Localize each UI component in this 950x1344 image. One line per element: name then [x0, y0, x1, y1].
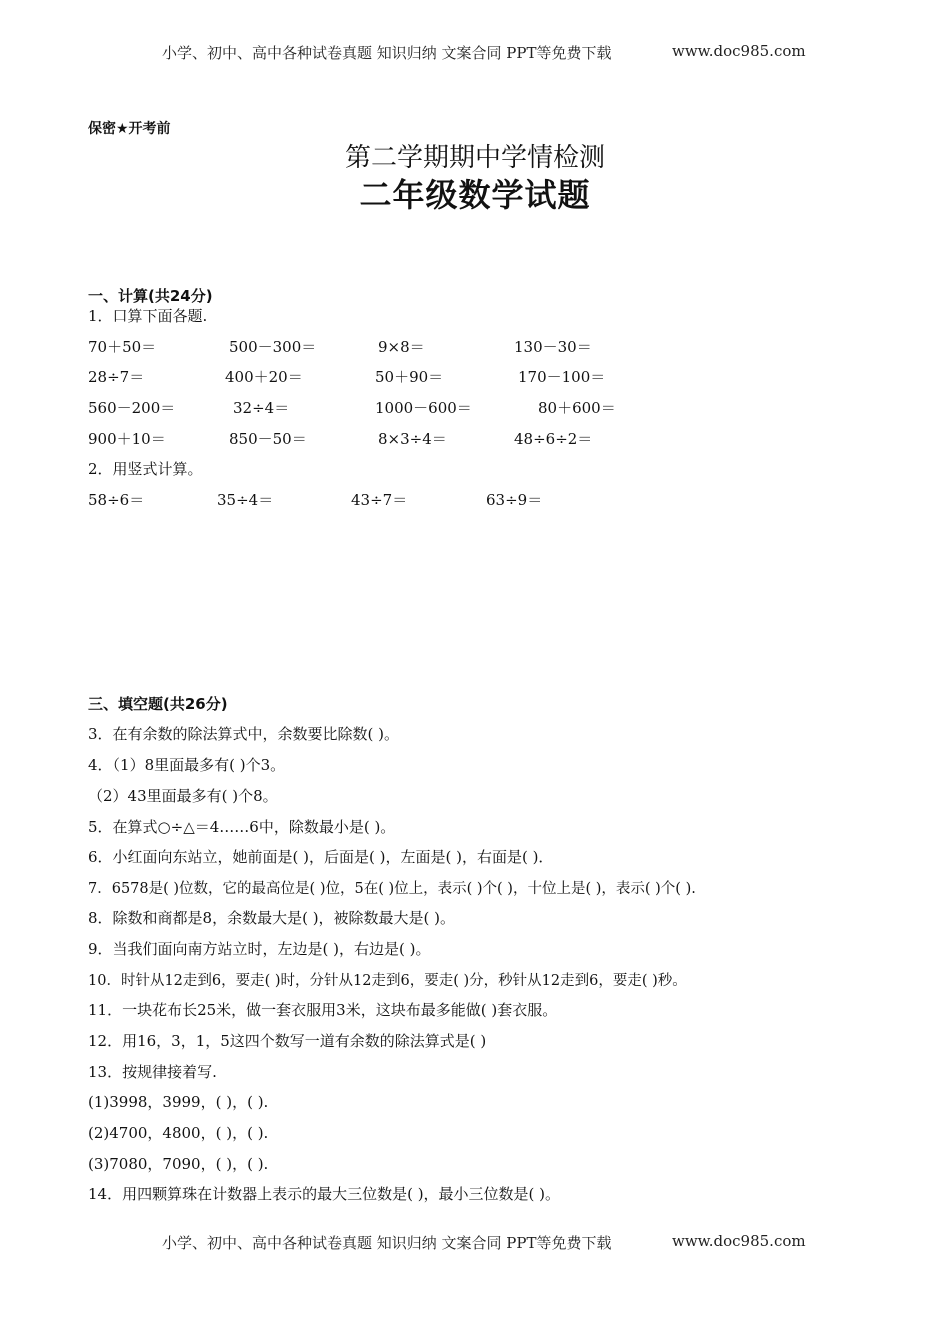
calc-cell: 8×3÷4＝	[378, 430, 447, 448]
calc-cell: 500－300＝	[229, 338, 317, 356]
question-2: 2．用竖式计算。	[88, 460, 203, 478]
calc-cell: 50＋90＝	[375, 368, 444, 386]
fill-question: 12．用16，3，1，5这四个数写一道有余数的除法算式是( )	[88, 1032, 487, 1050]
fill-question: 14．用四颗算珠在计数器上表示的最大三位数是( )，最小三位数是( )。	[88, 1185, 561, 1203]
fill-question: 3．在有余数的除法算式中，余数要比除数( )。	[88, 725, 400, 743]
calc-cell: 32÷4＝	[233, 399, 290, 417]
fill-question: 6．小红面向东站立，她前面是( )，后面是( )，左面是( )，右面是( )．	[88, 848, 554, 866]
calc-cell: 9×8＝	[378, 338, 425, 356]
calc-cell: 400＋20＝	[225, 368, 303, 386]
fill-question: 13．按规律接着写.	[88, 1063, 217, 1081]
fill-question: 8．除数和商都是8，余数最大是( )，被除数最大是( )。	[88, 909, 456, 927]
fill-question: 7．6578是( )位数，它的最高位是( )位，5在( )位上，表示( )个( )，十位上是( )，表示( )个( ).	[88, 881, 696, 897]
confidential-label: 保密★开考前	[88, 121, 171, 137]
page-header-text: 小学、初中、高中各种试卷真题 知识归纳 文案合同 PPT等免费下载	[162, 44, 612, 62]
exam-subtitle: 二年级数学试题	[359, 176, 591, 214]
fill-question: （2）43里面最多有( )个8。	[88, 787, 278, 805]
vertical-calc-item: 43÷7＝	[351, 491, 408, 509]
vertical-calc-item: 58÷6＝	[88, 491, 145, 509]
section-3-title: 三、填空题(共26分)	[88, 695, 228, 713]
vertical-calc-item: 63÷9＝	[486, 491, 543, 509]
calc-cell: 900＋10＝	[88, 430, 166, 448]
calc-cell: 48÷6÷2＝	[514, 430, 593, 448]
fill-question: 9．当我们面向南方站立时，左边是( )，右边是( )。	[88, 940, 431, 958]
fill-question: (2)4700，4800，( )，( ).	[88, 1124, 269, 1142]
fill-question: 11．一块花布长25米，做一套衣服用3米，这块布最多能做( )套衣服。	[88, 1001, 558, 1019]
fill-question: 5．在算式○÷△＝4……6中，除数最小是( )。	[88, 818, 396, 836]
calc-cell: 170－100＝	[518, 368, 606, 386]
fill-question: (3)7080，7090，( )，( ).	[88, 1155, 269, 1173]
page-footer-text: 小学、初中、高中各种试卷真题 知识归纳 文案合同 PPT等免费下载	[162, 1234, 612, 1252]
calc-cell: 130－30＝	[514, 338, 592, 356]
fill-question: (1)3998，3999，( )，( ).	[88, 1093, 269, 1111]
fill-question: 4．（1）8里面最多有( )个3。	[88, 756, 286, 774]
fill-question: 10．时针从12走到6，要走( )时，分针从12走到6，要走( )分，秒针从12走到6，要走( )秒。	[88, 973, 687, 989]
page-footer-site[interactable]: www.doc985.com	[672, 1232, 806, 1250]
calc-cell: 850－50＝	[229, 430, 307, 448]
vertical-calc-item: 35÷4＝	[217, 491, 274, 509]
calc-cell: 560－200＝	[88, 399, 176, 417]
section-1-title: 一、计算(共24分)	[88, 287, 213, 305]
exam-title: 第二学期期中学情检测	[344, 143, 605, 173]
calc-cell: 28÷7＝	[88, 368, 145, 386]
calc-cell: 1000－600＝	[375, 399, 472, 417]
calc-cell: 70＋50＝	[88, 338, 157, 356]
question-1: 1．口算下面各题.	[88, 307, 208, 325]
page-header-site[interactable]: www.doc985.com	[672, 42, 806, 60]
calc-cell: 80＋600＝	[538, 399, 616, 417]
